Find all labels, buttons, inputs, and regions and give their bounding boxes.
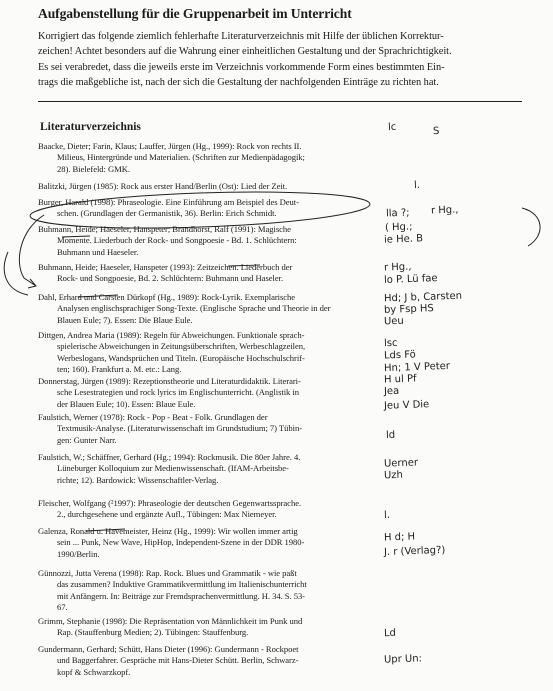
entry-line: richte; 12). Bardowick: Wissenschaftler-Verlag. bbox=[57, 474, 219, 485]
entry-line: Rock- und Songpoesie, Bd. 2. Schlüchtern: Buhmann und Haseler. bbox=[57, 273, 284, 284]
bibliography-entry bbox=[38, 181, 364, 192]
margin-note: Jea bbox=[383, 385, 400, 398]
margin-note: by Fsp HS bbox=[383, 303, 434, 316]
bibliography-entry bbox=[38, 644, 364, 678]
entry-line: Buhmann und Haeseler. bbox=[57, 246, 139, 257]
entry-line: Galenza, Ronald u. Havemeister, Heinz (Hg., 1999): Wir wollen immer artig bbox=[38, 526, 298, 536]
entry-line: Fleischer, Wolfgang (²1997): Phraseologie der deutschen Gegenwartssprache. bbox=[38, 498, 302, 508]
entry-line: der Blauen Eule; 10). Essen: Blaue Eule. bbox=[57, 398, 196, 409]
instruction-line: trags die maßgebliche ist, nach der sich die Gestaltung der nachfolgenden Einträge zu richten hat. bbox=[38, 76, 439, 88]
bibliography-entry bbox=[38, 224, 364, 258]
entry-line: Faulstich, Werner (1978): Rock - Pop - Beat - Folk. Grundlagen der bbox=[38, 412, 268, 422]
margin-note: Ueu bbox=[383, 315, 404, 328]
entry-line: spielerische Abweichungen in Zeitungsüberschriften, Werbeschlagzeilen, bbox=[57, 341, 306, 352]
bibliography-entry bbox=[38, 262, 364, 285]
margin-note: l. bbox=[413, 179, 421, 192]
entry-line: Dahl, Erhard und Carsten Dürkopf (Hg., 1989): Rock-Lyrik. Exemplarische bbox=[38, 292, 296, 302]
entry-line: sein ... Punk, New Wave, HipHop, Independent-Szene in der DDR 1980- bbox=[57, 537, 305, 548]
margin-curve-mark bbox=[522, 208, 540, 246]
margin-note: Hd; J b, Carsten bbox=[383, 290, 463, 305]
margin-note: ( Hg.; bbox=[384, 221, 413, 234]
margin-note: S bbox=[432, 125, 440, 138]
margin-note: lc bbox=[387, 121, 397, 134]
entry-line: mit Anfängern. In: Beiträge zur Fremdsprachenvermittlung. H. 34. S. 53- bbox=[57, 590, 305, 601]
margin-note: lo P. Lü fae bbox=[383, 273, 438, 286]
margin-note: J. r (Verlag?) bbox=[383, 544, 446, 559]
margin-note: Upr Un: bbox=[383, 653, 423, 666]
entry-line: Donnerstag, Jürgen (1989): Rezeptionstheorie und Literaturdidaktik. Literari- bbox=[38, 376, 301, 386]
bibliography-entry bbox=[38, 376, 364, 410]
entry-line: das zusammen? Induktive Grammatikvermittlung im Italienischunterricht bbox=[57, 579, 307, 590]
instruction-line: zeichen! Achtet besonders auf die Wahrung einer einheitlichen Gestaltung und der Sprachrichtigkeit. bbox=[38, 46, 452, 58]
margin-note: Lds Fö bbox=[383, 349, 417, 362]
page-title: Aufgabenstellung für die Gruppenarbeit im Unterricht bbox=[38, 6, 352, 21]
margin-note: Jeu V Die bbox=[383, 399, 430, 412]
margin-note: H ul Pf bbox=[383, 373, 417, 386]
entry-line: Baacke, Dieter; Farin, Klaus; Lauffer, Jürgen (Hg., 1999): Rock von rechts II. bbox=[38, 141, 302, 151]
bibliography-entry bbox=[38, 197, 364, 220]
entry-line: 1990/Berlin. bbox=[57, 548, 100, 559]
entry-line: ten; 160). Frankfurt a. M. etc.: Lang. bbox=[57, 364, 182, 375]
entry-line: 2., durchgesehene und ergänzte Aufl., Tübingen: Max Niemeyer. bbox=[57, 509, 277, 520]
margin-note: Uzh bbox=[383, 469, 404, 482]
entry-line: Buhmann, Heide; Haeseler, Hanspeter (1993): Zeitzeichen. Liederbuch der bbox=[38, 262, 293, 272]
horizontal-divider bbox=[38, 101, 522, 102]
entry-line: Analysen englischsprachiger Song-Texte. (Englische Sprache und Theorie in der bbox=[57, 303, 331, 314]
margin-note: lla ?; bbox=[385, 207, 410, 220]
entry-line: 67. bbox=[57, 602, 68, 613]
entry-line: Burger, Harald (1998): Phraseologie. Eine Einführung am Beispiel des Deut- bbox=[38, 197, 299, 207]
bibliography-entry bbox=[38, 330, 364, 376]
entry-line: Werbeslogans, Wandsprüchen und Titeln. (Europäische Hochschulschrif- bbox=[57, 352, 305, 363]
entry-line: Grimm, Stephanie (1998): Die Repräsentation von Männlichkeit im Punk und bbox=[38, 616, 303, 626]
bibliography-entry bbox=[38, 568, 364, 614]
margin-note: lsc bbox=[383, 337, 398, 350]
margin-note: ie He. B bbox=[383, 233, 424, 246]
entry-line: Faulstich, W.; Schäffner, Gerhard (Hg.; 1994): Rockmusik. Die 80er Jahre. 4. bbox=[38, 452, 301, 462]
margin-note: Hn; 1 V Peter bbox=[383, 360, 451, 375]
bibliography-entry bbox=[38, 616, 364, 639]
entry-line: und Baggerfahrer. Gespräche mit Hans-Dieter Schütt. Berlin, Schwarz- bbox=[57, 655, 299, 666]
margin-note: Uerner bbox=[383, 457, 419, 470]
entry-line: kopf & Schwarzkopf. bbox=[57, 666, 131, 677]
margin-note: ld bbox=[385, 429, 396, 442]
section-heading: Literaturverzeichnis bbox=[40, 121, 141, 133]
margin-note: H d; H bbox=[383, 531, 416, 544]
margin-note: r Hg., bbox=[383, 261, 412, 274]
entry-line: gen: Gunter Narr. bbox=[57, 434, 117, 445]
entry-line: Milieus, Hintergründe und Materialien. (Schriften zur Medienpädagogik; bbox=[57, 152, 305, 163]
bibliography-entry bbox=[38, 452, 364, 486]
entry-line: Momente. Liederbuch der Rock- und Songpoesie - Bd. 1. Schlüchtern: bbox=[57, 235, 297, 246]
entry-line: sche Lesestrategien und rock lyrics im Englischunterricht. (Anglistik in bbox=[57, 387, 299, 398]
transpose-arrow bbox=[4, 252, 28, 295]
entry-line: 28). Bielefeld: GMK. bbox=[57, 163, 130, 174]
entry-line: Blauen Eule; 7). Essen: Die Blaue Eule. bbox=[57, 314, 193, 325]
margin-note: r Hg., bbox=[430, 204, 459, 217]
instruction-line: Korrigiert das folgende ziemlich fehlerhafte Literaturverzeichnis mit Hilfe der üblichen Korrektur- bbox=[38, 31, 444, 42]
instruction-line: Es sei verabredet, dass die jeweils erste im Verzeichnis vorkommende Form eines bestimmten Ein- bbox=[38, 61, 445, 73]
entry-line: Günnozzi, Jutta Verena (1998): Rap. Rock. Blues und Grammatik - wie paßt bbox=[38, 568, 297, 578]
bibliography-entry bbox=[38, 498, 364, 521]
entry-line: Rap. (Stauffenburg Medien; 2). Tübingen: Stauffenburg. bbox=[57, 627, 249, 638]
entry-line: Dittgen, Andrea Maria (1989): Regeln für Abweichungen. Funktionale sprach- bbox=[38, 330, 305, 340]
entry-line: Gundermann, Gerhard; Schütt, Hans Dieter (1996): Gundermann - Rockpoet bbox=[38, 644, 299, 654]
bibliography-entry bbox=[38, 526, 364, 560]
entry-line: schen. (Grundlagen der Germanistik, 36). Berlin: Erich Schmidt. bbox=[57, 208, 277, 219]
bibliography-entry bbox=[38, 412, 364, 446]
bibliography-entry bbox=[38, 292, 364, 326]
bibliography-entry bbox=[38, 141, 364, 175]
entry-line: Textmusik-Analyse. (Literaturwissenschaft im Grundstudium; 7) Tübin- bbox=[57, 423, 303, 434]
task-instructions bbox=[38, 29, 534, 90]
margin-note: Ld bbox=[383, 627, 397, 640]
margin-note: l. bbox=[383, 509, 391, 522]
entry-line: Buhmann, Heide; Haeseler, Hanspeter; Brandhorst, Ralf (1991): Magische bbox=[38, 224, 291, 234]
entry-line: Lüneburger Kolloquium zur Medienwissenschaft. (IfAM-Arbeitsbe- bbox=[57, 463, 289, 474]
entry-line: Balitzki, Jürgen (1985): Rock aus erster Hand/Berlin (Ost): Lied der Zeit. bbox=[38, 181, 288, 191]
